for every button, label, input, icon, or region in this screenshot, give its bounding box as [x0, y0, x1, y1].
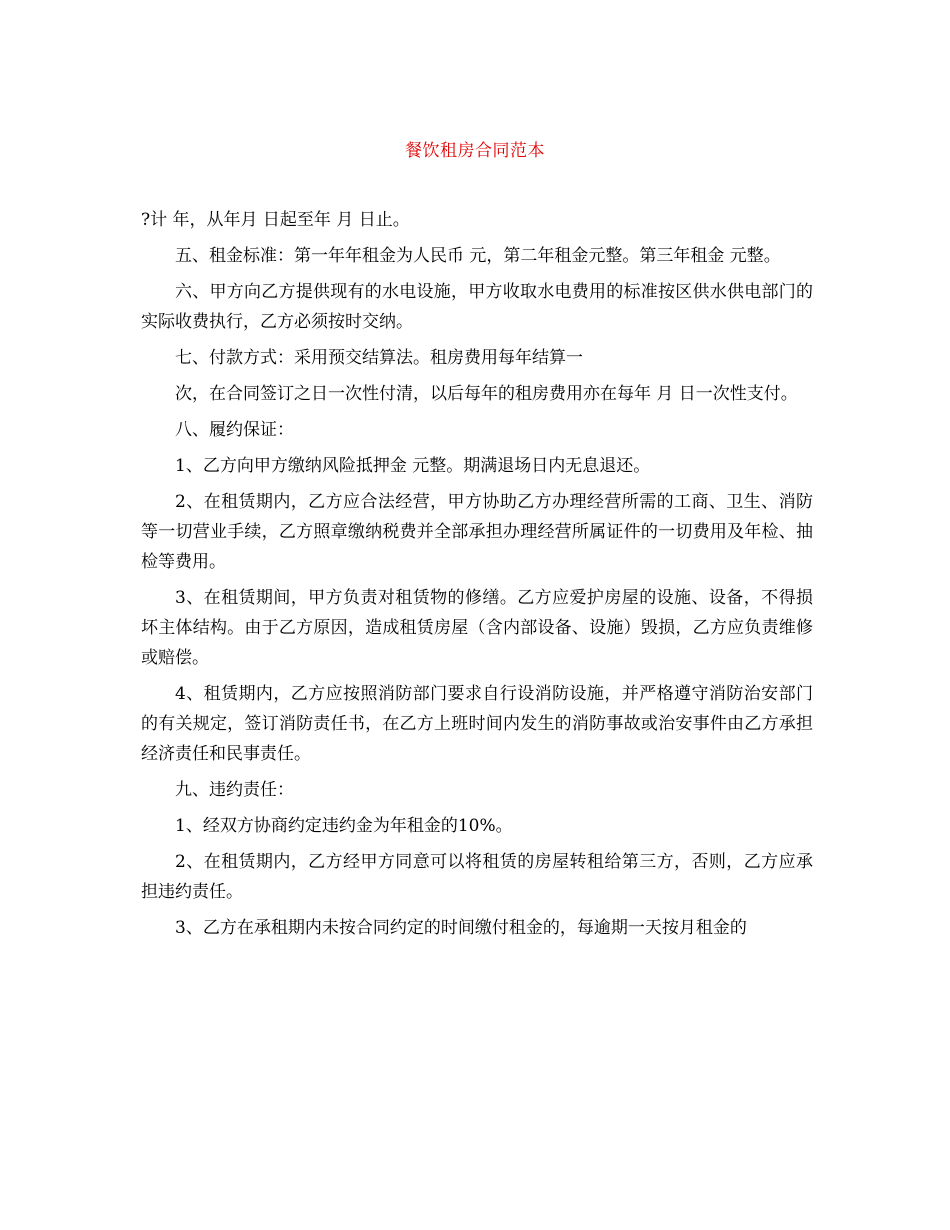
- section-heading-guarantee: 八、履约保证：: [175, 420, 294, 440]
- paragraph-payment-method: 七、付款方式：采用预交结算法。租房费用每年结算一: [175, 348, 583, 368]
- paragraph-sublease: 2、在租赁期内，乙方经甲方同意可以将租赁的房屋转租给第三方，否则，乙方应承担违约责任。: [141, 852, 813, 902]
- paragraph-late-payment: 3、乙方在承租期内未按合同约定的时间缴付租金的，每逾期一天按月租金的: [175, 918, 747, 938]
- paragraph-rent-standard: 五、租金标准：第一年年租金为人民币 元，第二年租金元整。第三年租金 元整。: [175, 246, 781, 266]
- document-body: [141, 205, 813, 949]
- paragraph-fire-safety: 4、租赁期内，乙方应按照消防部门要求自行设消防设施，并严格遵守消防治安部门的有关规定，签订消防责任书，在乙方上班时间内发生的消防事故或治安事件由乙方承担经济责任和民事责任。: [141, 684, 813, 764]
- document-title: 餐饮租房合同范本: [405, 141, 545, 161]
- paragraph-payment-schedule: 次，在合同签订之日一次性付清，以后每年的租房费用亦在每年 月 日一次性支付。: [175, 384, 798, 404]
- paragraph-penalty-rate: 1、经双方协商约定违约金为年租金的10%。: [175, 816, 513, 836]
- paragraph-deposit: 1、乙方向甲方缴纳风险抵押金 元整。期满退场日内无息退还。: [175, 456, 651, 476]
- paragraph-term: ?计 年，从年月 日起至年 月 日止。: [141, 210, 410, 230]
- paragraph-repairs: 3、在租赁期间，甲方负责对租赁物的修缮。乙方应爱护房屋的设施、设备，不得损坏主体结构。由于乙方原因，造成租赁房屋（含内部设备、设施）毁损，乙方应负责维修或赔偿。: [141, 588, 813, 668]
- paragraph-legal-operation: 2、在租赁期内，乙方应合法经营，甲方协助乙方办理经营所需的工商、卫生、消防等一切营业手续，乙方照章缴纳税费并全部承担办理经营所属证件的一切费用及年检、抽检等费用。: [141, 492, 813, 572]
- paragraph-utilities: 六、甲方向乙方提供现有的水电设施，甲方收取水电费用的标准按区供水供电部门的实际收费执行，乙方必须按时交纳。: [141, 282, 813, 332]
- section-heading-liability: 九、违约责任：: [175, 780, 294, 800]
